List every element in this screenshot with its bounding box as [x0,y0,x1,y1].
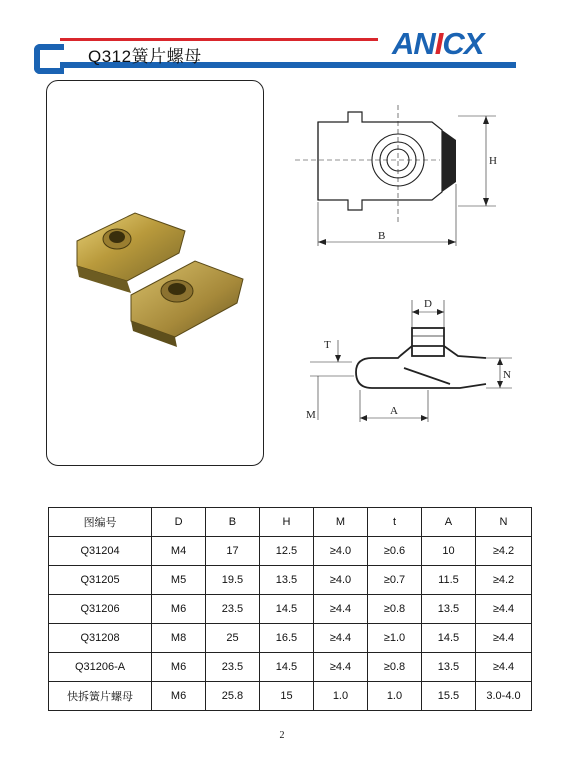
cell: ≥4.2 [475,566,531,595]
label-n: N [503,369,511,381]
cell: M5 [152,566,206,595]
cell: 17 [205,537,259,566]
top-view-drawing [290,100,500,250]
cell: ≥4.4 [475,624,531,653]
a-arrow-left [360,415,367,421]
header-bracket [34,44,64,74]
cell: 1.0 [313,682,367,711]
page-number: 2 [279,730,285,741]
table-row [49,595,532,624]
brand-logo [392,26,483,64]
col-header: B [205,508,259,537]
t-arrow [335,355,341,362]
table-row [49,653,532,682]
cell: ≥1.0 [367,624,421,653]
side-boss [412,328,444,356]
d-arrow-right [437,309,444,315]
top-view-dark-band [442,130,456,192]
nut-body-1 [77,213,185,281]
table-row [49,566,532,595]
col-header: A [421,508,475,537]
h-arrow-top [483,116,489,124]
side-spring-tongue [404,368,450,384]
b-arrow-right [448,239,456,245]
cell: M6 [152,653,206,682]
logo-part-3: CX [442,26,484,61]
cell: ≥4.4 [313,653,367,682]
product-photo-panel [46,80,264,466]
cell: 14.5 [421,624,475,653]
nut-hole-2 [168,283,186,295]
inner-circle [387,149,409,171]
cell: M8 [152,624,206,653]
header-red-line [60,38,378,41]
cell: Q31208 [49,624,152,653]
cell: 13.5 [259,566,313,595]
cell: 11.5 [421,566,475,595]
cell: 23.5 [205,595,259,624]
n-arrow-top [497,358,503,365]
cell: 13.5 [421,653,475,682]
cell: ≥4.0 [313,566,367,595]
label-m: M [306,409,316,421]
cell: 12.5 [259,537,313,566]
logo-part-2: I [434,26,443,61]
cell: 16.5 [259,624,313,653]
product-photo [47,81,265,467]
cell: ≥4.4 [475,653,531,682]
cell: 23.5 [205,653,259,682]
cell: 1.0 [367,682,421,711]
cell: 15 [259,682,313,711]
cell: 14.5 [259,653,313,682]
cell: 3.0-4.0 [475,682,531,711]
cell: 25 [205,624,259,653]
cell: 14.5 [259,595,313,624]
cell: ≥0.7 [367,566,421,595]
table-header-row [49,508,532,537]
cell: 25.8 [205,682,259,711]
cell: 19.5 [205,566,259,595]
page-title: Q312簧片螺母 [88,47,202,66]
table-row [49,537,532,566]
cell: 15.5 [421,682,475,711]
cell: Q31206 [49,595,152,624]
label-b: B [378,230,386,242]
cell: M6 [152,595,206,624]
col-header: N [475,508,531,537]
cell: ≥0.8 [367,595,421,624]
cell: ≥4.0 [313,537,367,566]
cell: M4 [152,537,206,566]
spec-table [48,507,532,711]
cell: ≥4.2 [475,537,531,566]
cell: ≥4.4 [313,624,367,653]
cell: Q31204 [49,537,152,566]
a-arrow-right [421,415,428,421]
d-arrow-left [412,309,419,315]
cell: ≥4.4 [313,595,367,624]
col-header: M [313,508,367,537]
nut-hole-1 [109,231,125,243]
cell: 10 [421,537,475,566]
col-header: D [152,508,206,537]
logo-part-1: AN [392,26,435,61]
cell: ≥4.4 [475,595,531,624]
cell: 13.5 [421,595,475,624]
b-arrow-left [318,239,326,245]
cell: M6 [152,682,206,711]
h-arrow-bottom [483,198,489,206]
side-view-drawing [300,290,525,440]
cell: Q31206-A [49,653,152,682]
col-header: 图编号 [49,508,152,537]
table-row [49,682,532,711]
table-row [49,624,532,653]
label-d: D [424,298,432,310]
label-a: A [390,405,398,417]
col-header: H [259,508,313,537]
n-arrow-bottom [497,381,503,388]
cell: 快拆簧片螺母 [49,682,152,711]
cell: ≥0.6 [367,537,421,566]
cell: Q31205 [49,566,152,595]
label-h: H [489,155,497,167]
cell: ≥0.8 [367,653,421,682]
col-header: t [367,508,421,537]
label-t: T [324,339,331,351]
